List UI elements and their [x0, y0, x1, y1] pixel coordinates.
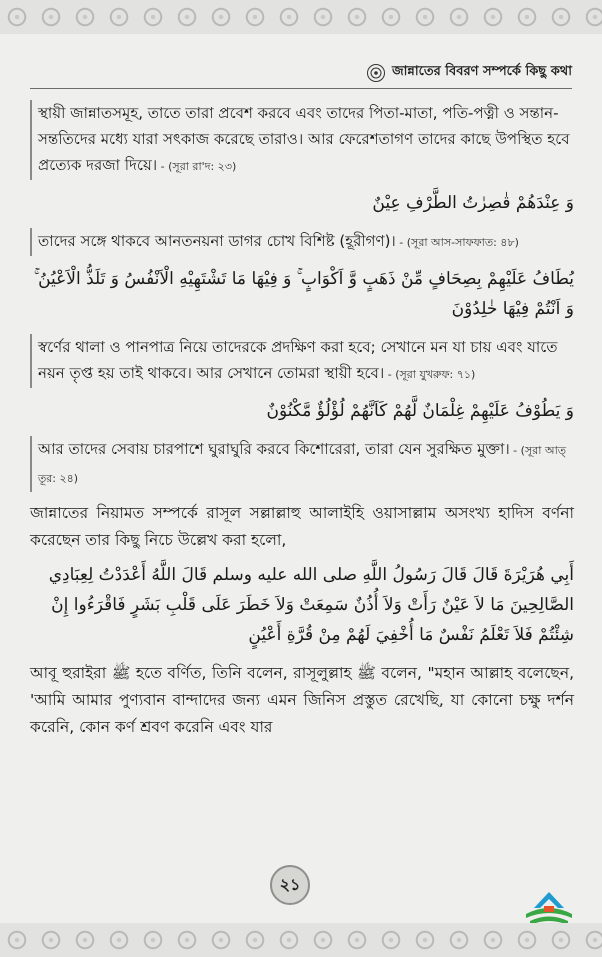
quran-translation — [30, 100, 574, 180]
decorative-bottom-border — [0, 923, 602, 957]
quran-translation — [30, 334, 574, 388]
page-content — [30, 100, 574, 747]
quran-reference: - (সূরা আস-সাফফাত: ৪৮) — [395, 236, 519, 249]
arabic-verse: وَ يَطُوْفُ عَلَيْهِمْ غِلْمَانٌ لَّهُمْ كَاَنَّهُمْ لُؤْلُؤٌ مَّكْنُوْنٌ — [266, 401, 574, 421]
flower-ornament-icon — [366, 63, 386, 83]
translation-text: আর তাদের সেবায় চারপাশে ঘুরাঘুরি করবে কিশোরেরা, তারা যেন সুরক্ষিত মুক্তা। — [38, 440, 510, 458]
arabic-verse: يُطَافُ عَلَيْهِمْ بِصِحَافٍ مِّنْ ذَهَبٍ وَّ اَكْوَابٍ ۚ وَ فِيْهَا مَا تَشْتَهِيْهِ الْاَنْفُسُ وَ تَلَذُّ الْاَعْيُنُ ۚ وَ اَنْتُمْ فِيْهَا خٰلِدُوْنَ — [33, 269, 574, 319]
quran-reference: - (সূরা যুখরুফ: ৭১) — [384, 368, 476, 381]
quran-translation — [30, 436, 574, 492]
decorative-top-border — [0, 0, 602, 34]
page-number: ২১ — [270, 865, 310, 905]
translation-text: স্বর্ণের থালা ও পানপাত্র নিয়ে তাদেরকে প্রদক্ষিণ করা হবে; সেখানে মন যা চায় এবং যাতে নয়ন তৃপ্ত হয় তাই থাকবে। আর সেখানে তোমরা স্থায়ী হবে। — [38, 338, 558, 382]
intro-paragraph: জান্নাতের নিয়ামত সম্পর্কে রাসূল সল্লাল্লাহু আলাইহি ওয়াসাল্লাম অসংখ্য হাদিস বর্ণনা করেছেন তার কিছু নিচে উল্লেখ করা হলো, — [30, 504, 574, 549]
hadith-arabic: أَبِي هُرَيْرَةَ قَالَ قَالَ رَسُولُ اللَّهِ صلى الله عليه وسلم قَالَ اللَّهُ أَعْدَدْتُ لِعِبَادِي الصَّالِحِينَ مَا لاَ عَيْنٌ رَأَتْ وَلاَ أُذُنٌ سَمِعَتْ وَلاَ خَطَرَ عَلَى قَلْبِ بَشَرٍ فَاقْرَءُوا إِنْ شِئْتُمْ فَلاَ تَعْلَمُ نَفْسٌ مَا أُخْفِيَ لَهُمْ مِنْ قُرَّةِ أَعْيُنٍ — [48, 565, 574, 645]
header-rule — [30, 88, 572, 89]
running-head — [366, 62, 572, 83]
hadith-translation: আবূ হুরাইরা ﷺ হতে বর্ণিত, তিনি বলেন, রাসূলুল্লাহ ﷺ বলেন, "মহান আল্লাহ বলেছেন, 'আমি আমার পুণ্যবান বান্দাদের জন্য এমন জিনিস প্রস্তুত রেখেছি, যা কোনো চক্ষু দর্শন করেনি, কোন কর্ণ শ্রবণ করেনি এবং যার — [30, 664, 574, 736]
arabic-verse: وَ عِنْدَهُمْ قٰصِرٰتُ الطَّرْفِ عِيْنٌ — [372, 193, 574, 213]
translation-text: স্থায়ী জান্নাতসমূহ, তাতে তারা প্রবেশ করবে এবং তাদের পিতা-মাতা, পতি-পত্নী ও সন্তান-সন্ততিদের মধ্যে যারা সৎকাজ করেছে তারাও। আর ফেরেশতাগণ তাদের কাছে উপস্থিত হবে প্রত্যেক দরজা দিয়ে। — [38, 104, 570, 174]
quran-translation — [30, 228, 574, 256]
quran-reference: - (সূরা আত্ তূর: ২৪) — [38, 444, 567, 485]
quran-reference: - (সূরা রা'দ: ২৩) — [157, 160, 237, 173]
running-head-title: জান্নাতের বিবরণ সম্পর্কে কিছু কথা — [392, 64, 572, 79]
translation-text: তাদের সঙ্গে থাকবে আনতনয়না ডাগর চোখ বিশিষ্ট (হূরীগণ)। — [38, 232, 396, 250]
